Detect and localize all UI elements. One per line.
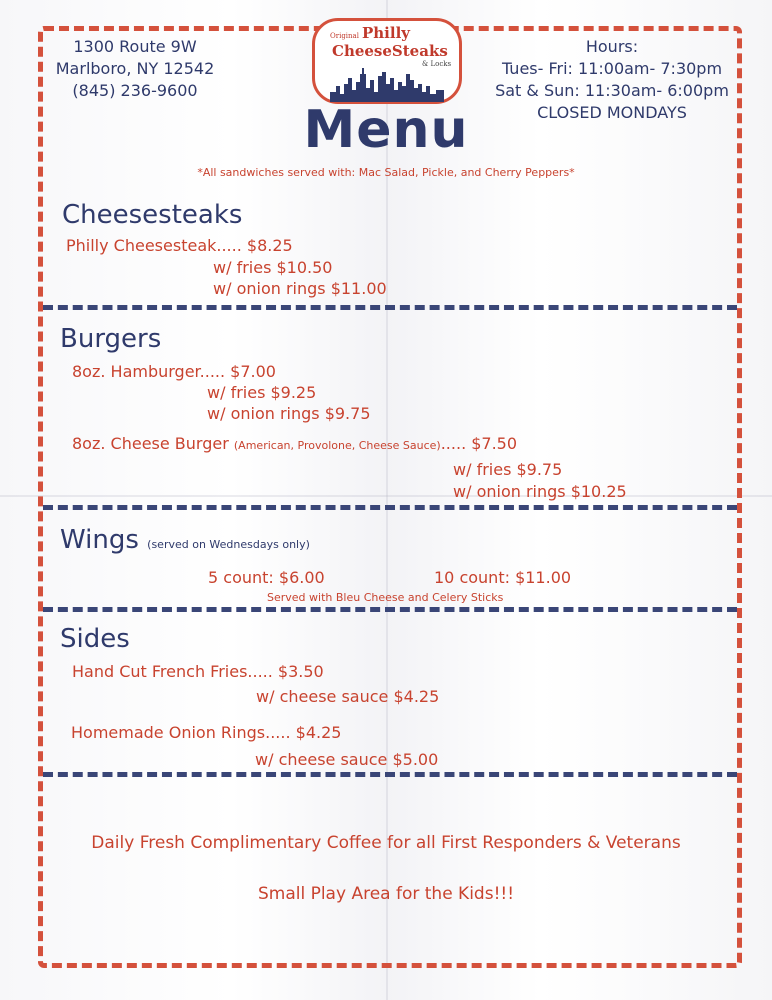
divider-sides [43, 772, 737, 777]
logo-locks: & Locks [422, 60, 452, 68]
sides-heading: Sides [60, 624, 130, 654]
wings-availability-note: (served on Wednesdays only) [147, 538, 310, 551]
burgers-heading: Burgers [60, 324, 162, 354]
wings-served-with: Served with Bleu Cheese and Celery Sticks [267, 591, 504, 604]
menu-title: Menu [303, 100, 469, 160]
logo-philly: Philly [362, 24, 410, 42]
divider-cheesesteaks [43, 305, 737, 310]
logo [312, 18, 462, 104]
phone-number: (845) 236-9600 [72, 81, 198, 100]
hamburger-item: 8oz. Hamburger..... $7.00 [72, 362, 276, 381]
divider-wings [43, 607, 737, 612]
logo-cheesesteaks: CheeseSteaks [332, 42, 448, 60]
wings-10-count: 10 count: $11.00 [434, 568, 572, 587]
wings-5-count: 5 count: $6.00 [208, 568, 325, 587]
hamburger-with-onion-rings: w/ onion rings $9.75 [207, 404, 371, 423]
onion-rings-with-cheese: w/ cheese sauce $5.00 [255, 750, 439, 769]
onion-rings-item: Homemade Onion Rings..... $4.25 [71, 723, 342, 742]
hours-weekend: Sat & Sun: 11:30am- 6:00pm [495, 81, 729, 100]
address-block [50, 36, 220, 102]
hours-title: Hours: [585, 37, 639, 56]
address-line2: Marlboro, NY 12542 [55, 59, 215, 78]
skyline-icon [330, 66, 444, 102]
cheese-burger-price: ..... $7.50 [440, 434, 518, 453]
french-fries-with-cheese: w/ cheese sauce $4.25 [256, 687, 440, 706]
divider-burgers [43, 505, 737, 510]
cheese-burger-name: 8oz. Cheese Burger [72, 434, 229, 453]
cheese-burger-with-fries: w/ fries $9.75 [453, 460, 563, 479]
coffee-notice: Daily Fresh Complimentary Coffee for all First Responders & Veterans [91, 833, 681, 853]
play-area-notice: Small Play Area for the Kids!!! [257, 884, 515, 904]
wings-heading [60, 525, 310, 555]
cheese-burger-options: (American, Provolone, Cheese Sauce) [233, 439, 441, 452]
cheesesteaks-heading: Cheesesteaks [62, 200, 243, 230]
cheesesteak-with-onion-rings: w/ onion rings $11.00 [213, 279, 387, 298]
french-fries-item: Hand Cut French Fries..... $3.50 [72, 662, 324, 681]
logo-original: Original [330, 32, 359, 40]
hours-weekday: Tues- Fri: 11:00am- 7:30pm [501, 59, 723, 78]
wings-heading-label: Wings [60, 525, 139, 555]
philly-cheesesteak-item: Philly Cheesesteak..... $8.25 [66, 236, 293, 255]
cheesesteak-with-fries: w/ fries $10.50 [213, 258, 333, 277]
cheese-burger-with-onion-rings: w/ onion rings $10.25 [453, 482, 627, 501]
sandwich-note: *All sandwiches served with: Mac Salad, Pickle, and Cherry Peppers* [197, 166, 575, 179]
address-line1: 1300 Route 9W [73, 37, 197, 56]
hamburger-with-fries: w/ fries $9.25 [207, 383, 317, 402]
hours-closed: CLOSED MONDAYS [537, 103, 687, 122]
cheese-burger-item [72, 434, 517, 453]
